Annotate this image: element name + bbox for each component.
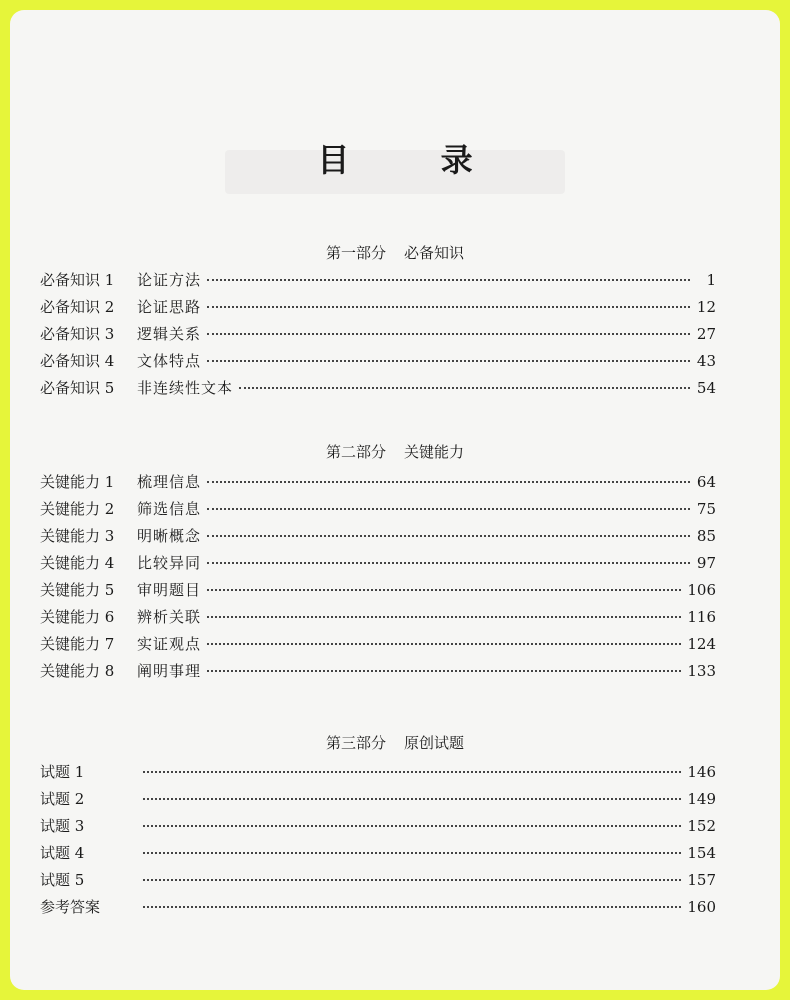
- entry-name: 文体特点: [137, 352, 202, 370]
- toc-entry[interactable]: [40, 350, 716, 374]
- entry-page: 116: [687, 608, 716, 626]
- entry-label: 关键能力 5: [40, 581, 115, 599]
- entry-label: 必备知识 2: [40, 298, 115, 316]
- entry-page: 43: [696, 352, 716, 370]
- entry-label: 关键能力 3: [40, 527, 115, 545]
- dot-leader: [143, 879, 681, 881]
- dot-leader: [207, 562, 690, 564]
- part-heading-2: [10, 441, 780, 462]
- entry-label: 必备知识 5: [40, 379, 115, 397]
- page-title: 目 录: [317, 141, 513, 179]
- entry-page: 133: [687, 662, 716, 680]
- entry-label: 试题 3: [40, 817, 85, 835]
- dot-leader: [207, 670, 681, 672]
- entry-page: 157: [687, 871, 716, 889]
- part-label: 第一部分: [325, 244, 386, 262]
- entry-label: 参考答案: [40, 898, 101, 916]
- dot-leader: [207, 535, 690, 537]
- entry-page: 75: [696, 500, 716, 518]
- entry-label: 关键能力 2: [40, 500, 115, 518]
- entry-page: 152: [687, 817, 716, 835]
- toc-entry[interactable]: [40, 606, 716, 630]
- toc-entry[interactable]: [40, 761, 716, 785]
- entry-page: 54: [696, 379, 716, 397]
- toc-entry[interactable]: [40, 788, 716, 812]
- dot-leader: [207, 360, 690, 362]
- toc-entry[interactable]: [40, 869, 716, 893]
- entry-page: 106: [687, 581, 716, 599]
- entry-label: 关键能力 6: [40, 608, 115, 626]
- part-label: 第二部分: [325, 443, 386, 461]
- toc-entry[interactable]: [40, 815, 716, 839]
- entry-label: 试题 5: [40, 871, 85, 889]
- entry-label: 必备知识 4: [40, 352, 115, 370]
- entry-label: 关键能力 7: [40, 635, 115, 653]
- entry-page: 27: [696, 325, 716, 343]
- toc-entry[interactable]: [40, 552, 716, 576]
- toc-entry[interactable]: [40, 896, 716, 920]
- part-label: 第三部分: [325, 734, 386, 752]
- dot-leader: [143, 825, 681, 827]
- book-page: [10, 10, 780, 990]
- dot-leader: [207, 643, 681, 645]
- entry-name: 审明题目: [137, 581, 202, 599]
- dot-leader: [207, 481, 690, 483]
- part-name: 原创试题: [404, 734, 465, 752]
- entry-name: 非连续性文本: [137, 379, 234, 397]
- entry-name: 比较异同: [137, 554, 202, 572]
- entry-page: 124: [687, 635, 716, 653]
- toc-entry[interactable]: [40, 269, 716, 293]
- entry-name: 论证思路: [137, 298, 202, 316]
- entry-page: 85: [696, 527, 716, 545]
- dot-leader: [143, 906, 681, 908]
- part-heading-1: [10, 242, 780, 263]
- dot-leader: [207, 589, 681, 591]
- dot-leader: [207, 508, 690, 510]
- entry-name: 阐明事理: [137, 662, 202, 680]
- toc-entry[interactable]: [40, 525, 716, 549]
- entry-page: 160: [687, 898, 716, 916]
- toc-entry[interactable]: [40, 842, 716, 866]
- entry-page: 97: [696, 554, 716, 572]
- entry-label: 试题 4: [40, 844, 85, 862]
- entry-label: 必备知识 3: [40, 325, 115, 343]
- dot-leader: [207, 616, 681, 618]
- dot-leader: [239, 387, 690, 389]
- part-name: 必备知识: [404, 244, 465, 262]
- entry-name: 明晰概念: [137, 527, 202, 545]
- dot-leader: [143, 852, 681, 854]
- entry-page: 146: [687, 763, 716, 781]
- entry-label: 关键能力 4: [40, 554, 115, 572]
- entry-label: 必备知识 1: [40, 271, 115, 289]
- entry-page: 64: [696, 473, 716, 491]
- part-name: 关键能力: [404, 443, 465, 461]
- part-heading-3: [10, 732, 780, 753]
- entry-name: 梳理信息: [137, 473, 202, 491]
- entry-label: 试题 1: [40, 763, 85, 781]
- toc-entry[interactable]: [40, 296, 716, 320]
- toc-entry[interactable]: [40, 471, 716, 495]
- toc-entry[interactable]: [40, 660, 716, 684]
- entry-label: 关键能力 1: [40, 473, 115, 491]
- entry-page: 154: [687, 844, 716, 862]
- entry-name: 论证方法: [137, 271, 202, 289]
- dot-leader: [143, 771, 681, 773]
- dot-leader: [207, 279, 690, 281]
- toc-entry[interactable]: [40, 498, 716, 522]
- entry-name: 逻辑关系: [137, 325, 202, 343]
- entry-name: 辨析关联: [137, 608, 202, 626]
- entry-label: 关键能力 8: [40, 662, 115, 680]
- toc-entry[interactable]: [40, 377, 716, 401]
- toc-entry[interactable]: [40, 633, 716, 657]
- entry-page: 149: [687, 790, 716, 808]
- dot-leader: [207, 306, 690, 308]
- entry-name: 筛选信息: [137, 500, 202, 518]
- entry-page: 12: [696, 298, 716, 316]
- dot-leader: [207, 333, 690, 335]
- entry-label: 试题 2: [40, 790, 85, 808]
- dot-leader: [143, 798, 681, 800]
- entry-name: 实证观点: [137, 635, 202, 653]
- toc-entry[interactable]: [40, 323, 716, 347]
- entry-page: 1: [706, 271, 716, 289]
- toc-entry[interactable]: [40, 579, 716, 603]
